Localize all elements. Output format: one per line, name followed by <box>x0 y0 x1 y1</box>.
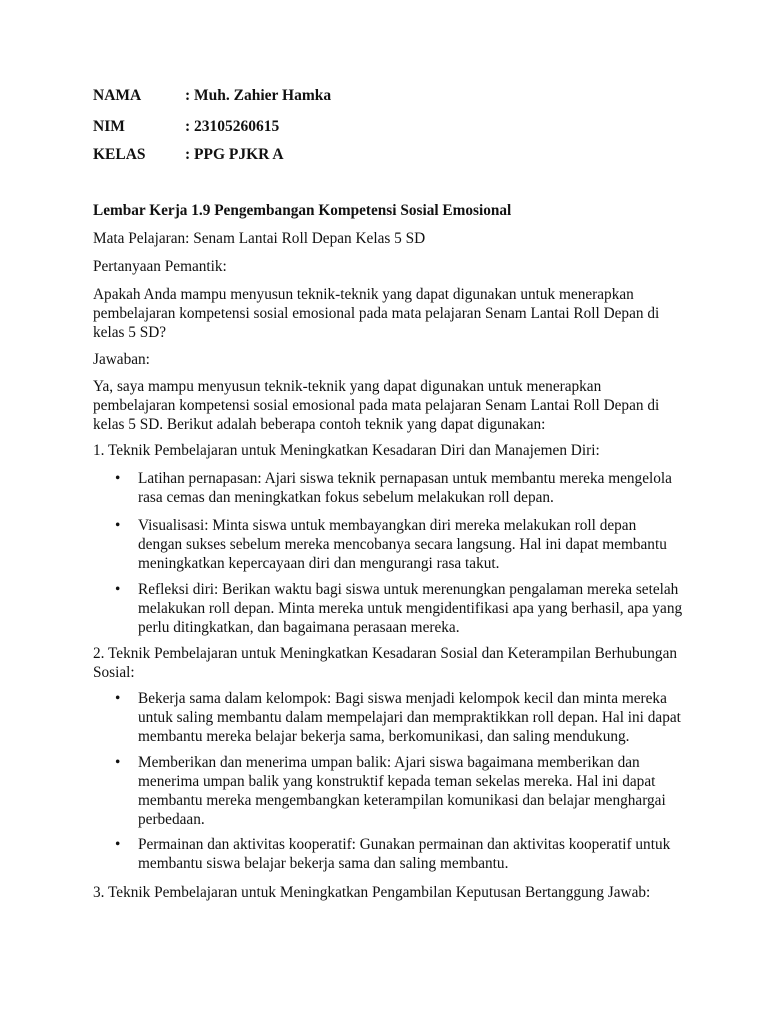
question-paragraph: Apakah Anda mampu menyusun teknik-teknik yang dapat digunakan untuk menerapkan pembelajaran kompetensi sosial emosional pada mata pelajaran Senam Lantai Roll Depan di kelas 5 SD? <box>93 286 660 341</box>
list-item: • Memberikan dan menerima umpan balik: Ajari siswa bagaimana memberikan dan menerima umpan balik yang konstruktif kepada teman sekelas mereka. Hal ini dapat membantu mereka mengembangkan keterampilan komunikasi dan belajar menghargai perbedaan. <box>93 753 683 829</box>
kelas-label: KELAS <box>93 146 146 163</box>
section-2-list-3 <box>93 835 683 873</box>
list-item: • Refleksi diri: Berikan waktu bagi siswa untuk merenungkan pengalaman mereka setelah melakukan roll depan. Minta mereka untuk mengidentifikasi apa yang berhasil, apa yang perlu ditingkatkan, dan bagaimana perasaan mereka. <box>93 580 683 637</box>
nama-value: : Muh. Zahier Hamka <box>185 87 332 104</box>
subject-line: Mata Pelajaran: Senam Lantai Roll Depan Kelas 5 SD <box>93 230 426 247</box>
list-item: • Bekerja sama dalam kelompok: Bagi siswa menjadi kelompok kecil dan minta mereka untuk saling membantu dalam mempelajari dan mempraktikkan roll depan. Hal ini dapat membantu mereka belajar bekerja sama, berkomunikasi, dan saling mendukung. <box>93 689 683 746</box>
document-title: Lembar Kerja 1.9 Pengembangan Kompetensi Sosial Emosional <box>93 202 512 219</box>
nim-value: : 23105260615 <box>185 118 280 135</box>
answer-label: Jawaban: <box>93 351 150 368</box>
list-item: • Permainan dan aktivitas kooperatif: Gunakan permainan dan aktivitas kooperatif untuk membantu siswa belajar bekerja sama dan saling membantu. <box>93 835 683 873</box>
list-item: • Visualisasi: Minta siswa untuk membayangkan diri mereka melakukan roll depan dengan sukses sebelum mereka mencobanya secara langsung. Hal ini dapat membantu meningkatkan kepercayaan diri dan mengurangi rasa takut. <box>93 516 683 573</box>
answer-paragraph: Ya, saya mampu menyusun teknik-teknik yang dapat digunakan untuk menerapkan pembelajaran kompetensi sosial emosional pada mata pelajaran Senam Lantai Roll Depan di kelas 5 SD. Berikut adalah beberapa contoh teknik yang dapat digunakan: <box>93 378 660 433</box>
section-1-heading: 1. Teknik Pembelajaran untuk Meningkatkan Kesadaran Diri dan Manajemen Diri: <box>93 442 600 459</box>
list-item: • Latihan pernapasan: Ajari siswa teknik pernapasan untuk membantu mereka mengelola rasa cemas dan meningkatkan fokus sebelum melakukan roll depan. <box>93 469 683 507</box>
section-3-heading: 3. Teknik Pembelajaran untuk Meningkatkan Pengambilan Keputusan Bertanggung Jawab: <box>93 884 651 901</box>
header-nim-row <box>93 117 279 136</box>
section-2-list <box>93 689 683 746</box>
nim-label: NIM <box>93 118 125 135</box>
trigger-label: Pertanyaan Pemantik: <box>93 258 227 275</box>
nama-label: NAMA <box>93 87 142 104</box>
section-2-heading: 2. Teknik Pembelajaran untuk Meningkatkan Kesadaran Sosial dan Keterampilan Berhubungan Sosial: <box>93 645 678 681</box>
kelas-value: : PPG PJKR A <box>185 146 284 163</box>
section-2-list-2 <box>93 753 683 829</box>
section-1-list <box>93 469 683 507</box>
header-kelas-row <box>93 145 284 164</box>
section-1-list-2 <box>93 516 683 573</box>
header-nama-row <box>93 86 331 105</box>
section-1-list-3 <box>93 580 683 637</box>
